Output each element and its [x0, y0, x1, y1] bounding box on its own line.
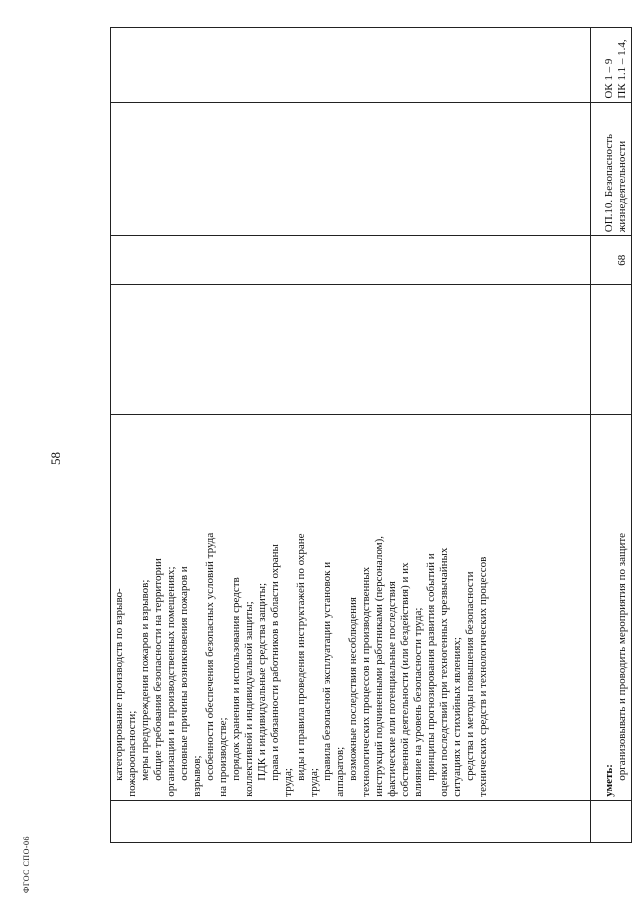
content-line: основные причины возникновения пожаров и: [178, 566, 190, 781]
content-line: собственной деятельности (или бездействия) и их: [399, 562, 411, 797]
umet-line: организовывать и проводить мероприятия по защите: [616, 532, 628, 781]
empty-cell: [591, 800, 632, 842]
empty-cell: [111, 800, 591, 842]
content-line: виды и правила проведения инструктажей по охране: [295, 533, 307, 781]
content-line: принципы прогнозирования развития событий и: [425, 553, 437, 781]
discipline-cell: [591, 102, 632, 236]
content-line: особенности обеспечения безопасных условий труда: [204, 532, 216, 781]
content-line: инструкций подчиненными работниками (персоналом),: [373, 535, 385, 797]
footer-code: ФГОС СПО-06: [22, 835, 31, 893]
empty-cell: [111, 285, 591, 415]
content-line: труда;: [282, 768, 294, 797]
table-row: [591, 28, 632, 843]
content-line: пожароопасности;: [126, 710, 138, 797]
content-line: меры предупреждения пожаров и взрывов;: [139, 579, 151, 781]
empty-cell: [591, 285, 632, 415]
umet-cell: [591, 415, 632, 800]
content-line: правила безопасной эксплуатации установок и: [321, 561, 333, 781]
content-line: коллективной и индивидуальной защиты;: [243, 601, 255, 797]
content-line: порядок хранения и использования средств: [230, 577, 242, 781]
content-line: категорирование производств по взрыво-: [113, 588, 125, 781]
competencies-professional: ПК 1.1 – 1.4,: [616, 39, 628, 99]
empty-cell: [111, 236, 591, 285]
content-line: ситуациях и стихийных явлениях;: [451, 637, 463, 797]
page-number: 58: [48, 452, 63, 465]
table-row: [111, 28, 591, 843]
empty-cell: [111, 28, 591, 103]
content-line: ПДК и индивидуальные средства защиты;: [256, 582, 268, 781]
competencies-general: ОК 1 – 9: [603, 58, 615, 99]
content-line: влияние на уровень безопасности труда;: [412, 607, 424, 797]
content-line: возможные последствия несоблюдения: [347, 597, 359, 781]
content-line: труда;: [308, 768, 320, 797]
content-line: взрывов;: [191, 755, 203, 797]
content-line: технических средств и технологических процессов: [477, 556, 489, 797]
content-line: фактические или потенциальные последствия: [386, 581, 398, 797]
content-line: на производстве;: [217, 717, 229, 797]
discipline-name-cont: жизнедеятельности: [616, 140, 628, 233]
content-line: средства и методы повышения безопасности: [464, 571, 476, 781]
content-line: технологических процессов и производственных: [360, 566, 372, 797]
discipline-name: ОП.10. Безопасность: [603, 133, 615, 233]
content-cell: [111, 415, 591, 800]
curriculum-table: [110, 27, 632, 843]
content-line: общие требования безопасности на территории: [152, 558, 164, 781]
content-line: организации и в производственных помещениях;: [165, 566, 177, 797]
content-line: аппаратов;: [334, 746, 346, 797]
empty-cell: [111, 102, 591, 236]
hours-value: 68: [616, 254, 628, 266]
content-line: оценки последствий при техногенных чрезвычайных: [438, 547, 450, 797]
competencies-cell: [591, 28, 632, 103]
umet-label: уметь:: [603, 764, 615, 797]
content-line: права и обязанности работников в области охраны: [269, 544, 281, 781]
hours-cell: [591, 236, 632, 285]
